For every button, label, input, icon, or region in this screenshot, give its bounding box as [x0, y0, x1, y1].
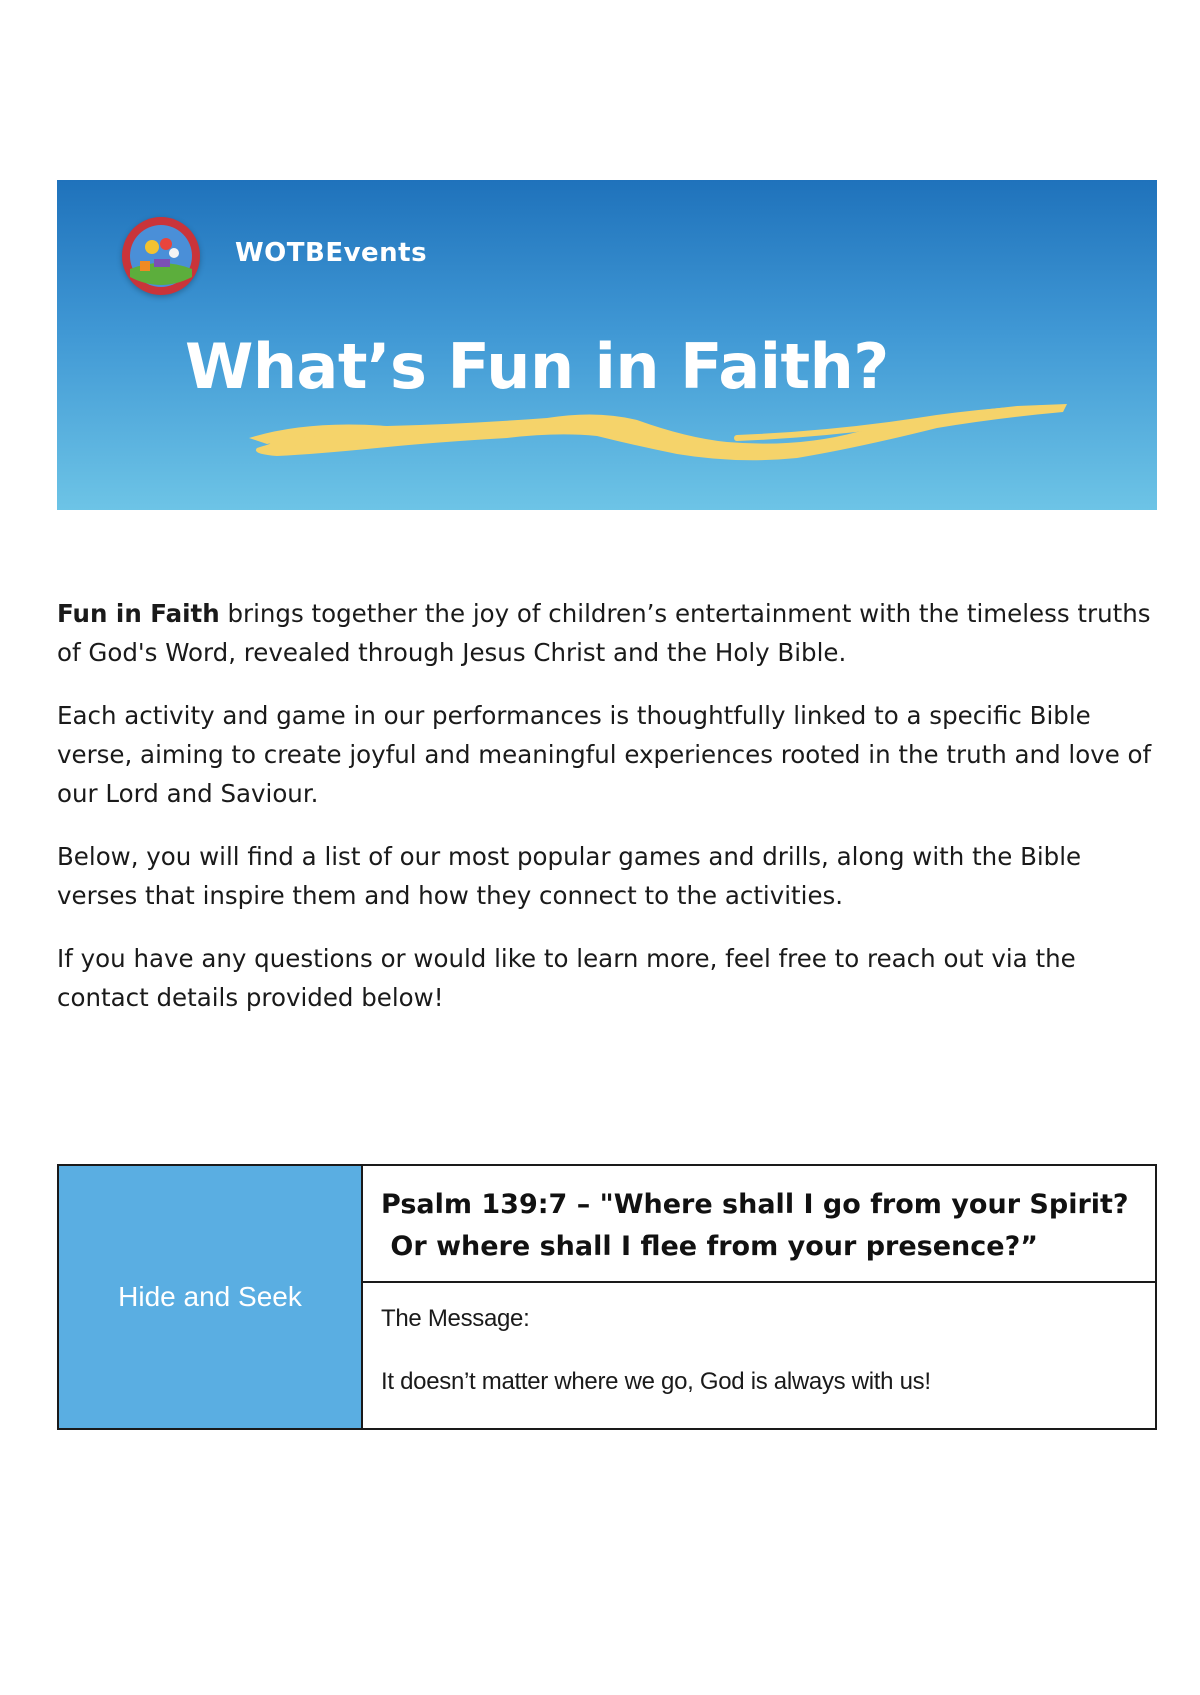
- intro-lead: Fun in Faith: [57, 599, 220, 628]
- brush-stroke-decoration: [237, 398, 1067, 468]
- page-title: What’s Fun in Faith?: [185, 330, 889, 403]
- activity-details: [363, 1166, 1155, 1428]
- intro-section: [57, 594, 1157, 1041]
- intro-paragraph-1-text: brings together the joy of children’s entertainment with the timeless truths of God's Word, revealed through Jesus Christ and the Holy Bible.: [57, 599, 1151, 667]
- intro-paragraph-1: [57, 594, 1157, 672]
- intro-paragraph-3: Below, you will find a list of our most popular games and drills, along with the Bible verses that inspire them and how they connect to the activities.: [57, 842, 1082, 910]
- intro-paragraph-2: Each activity and game in our performances is thoughtfully linked to a specific Bible verse, aiming to create joyful and meaningful experiences rooted in the truth and love of our Lord and Saviour.: [57, 701, 1152, 808]
- wotb-logo-icon: [122, 217, 200, 295]
- verse-line-2: Or where shall I flee from your presence?”: [381, 1231, 1038, 1262]
- header-banner: [57, 180, 1157, 510]
- message-cell: [363, 1283, 1155, 1428]
- activity-name-cell: [59, 1166, 363, 1428]
- activity-name: Hide and Seek: [118, 1281, 302, 1312]
- intro-paragraph-4: If you have any questions or would like to learn more, feel free to reach out via the contact details provided below!: [57, 944, 1076, 1012]
- verse-line-1: Psalm 139:7 – "Where shall I go from your Spirit?: [381, 1189, 1129, 1220]
- verse-cell: [363, 1166, 1155, 1283]
- message-text: It doesn’t matter where we go, God is always with us!: [381, 1368, 931, 1395]
- message-label: The Message:: [381, 1305, 530, 1332]
- activity-table: [57, 1164, 1157, 1430]
- brand-name: WOTBEvents: [235, 238, 428, 268]
